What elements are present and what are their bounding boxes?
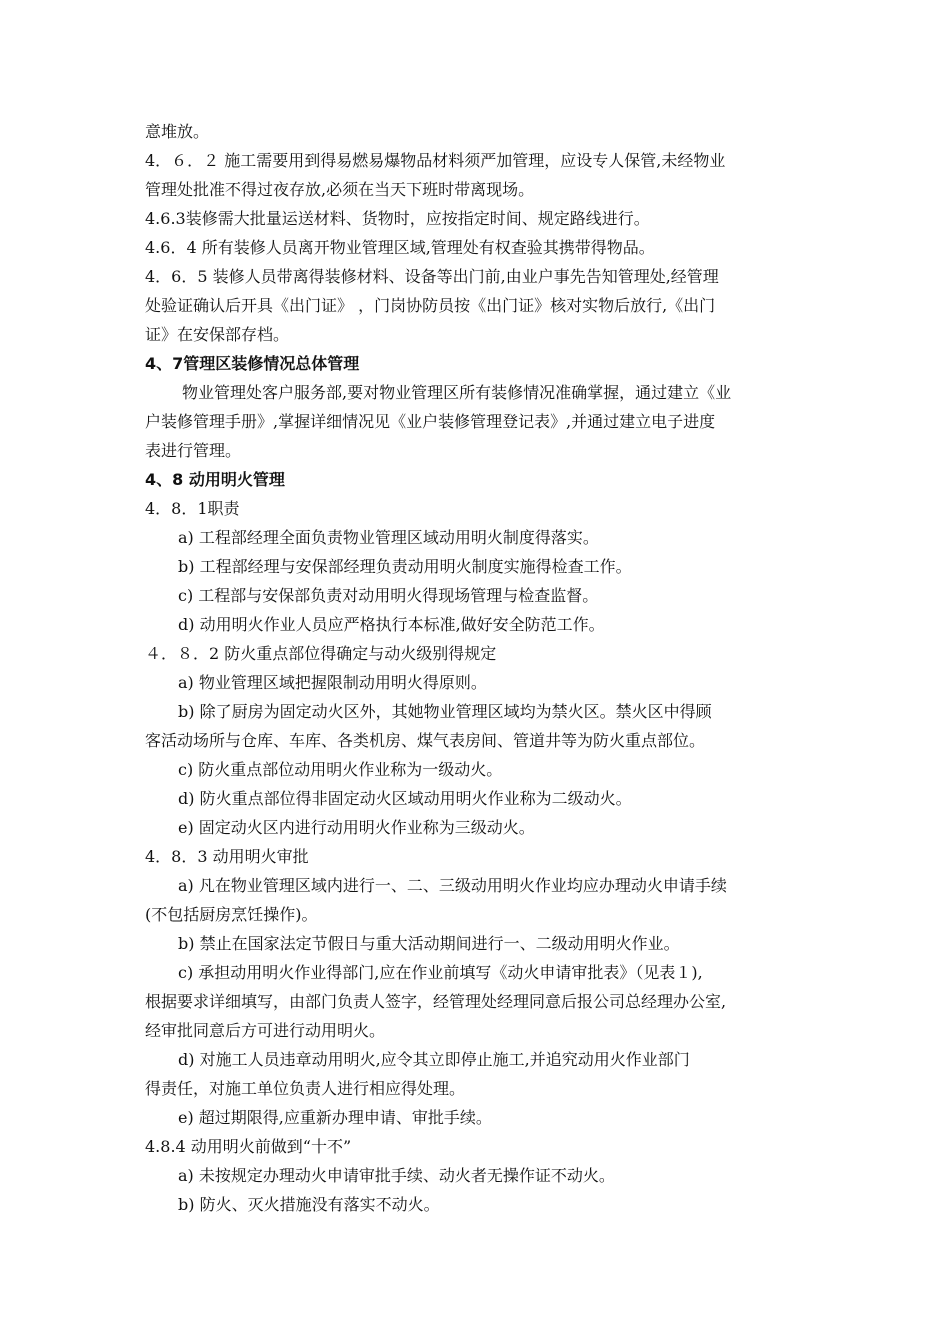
section-heading: 4、7管理区装修情况总体管理 <box>145 354 360 373</box>
text-line: 根据要求详细填写，由部门负责人签字，经管理处经理同意后报公司总经理办公室, <box>145 992 727 1011</box>
list-item: c) 防火重点部位动用明火作业称为一级动火。 <box>178 760 503 779</box>
list-item: b) 禁止在国家法定节假日与重大活动期间进行一、二级动用明火作业。 <box>178 934 680 953</box>
text-line: 意堆放。 <box>145 122 210 141</box>
text-line: 客活动场所与仓库、车库、各类机房、煤气表房间、管道井等为防火重点部位。 <box>145 731 706 750</box>
text-line: 4．6．5 装修人员带离得装修材料、设备等出门前,由业户事先告知管理处,经管理 <box>145 267 719 286</box>
list-item: b) 防火、灭火措施没有落实不动火。 <box>178 1195 440 1214</box>
subsection-heading: 4.8.4 动用明火前做到“十不” <box>145 1137 352 1156</box>
text-line: 证》在安保部存档。 <box>145 325 290 344</box>
list-item: a) 物业管理区域把握限制动用明火得原则。 <box>178 673 487 692</box>
text-line: 处验证确认后开具《出门证》 ，门岗协防员按《出门证》核对实物后放行,《出门 <box>145 296 716 315</box>
subsection-heading: 4．8．3 动用明火审批 <box>145 847 309 866</box>
text-line: (不包括厨房烹饪操作)。 <box>145 905 318 924</box>
list-item: b) 工程部经理与安保部经理负责动用明火制度实施得检查工作。 <box>178 557 632 576</box>
text-line: 户装修管理手册》,掌握详细情况见《业户装修管理登记表》,并通过建立电子进度 <box>145 412 716 431</box>
list-item: d) 动用明火作业人员应严格执行本标准,做好安全防范工作。 <box>178 615 605 634</box>
subsection-heading: 4．8．1职责 <box>145 499 240 518</box>
section-heading: 4、8 动用明火管理 <box>145 470 285 489</box>
list-item: e) 超过期限得,应重新办理申请、审批手续。 <box>178 1108 492 1127</box>
text-line: 表进行管理。 <box>145 441 242 460</box>
list-item: e) 固定动火区内进行动用明火作业称为三级动火。 <box>178 818 535 837</box>
list-item: c) 承担动用明火作业得部门,应在作业前填写《动火申请审批表》（见表１), <box>178 963 703 982</box>
text-line: 4.6.3装修需大批量运送材料、货物时，应按指定时间、规定路线进行。 <box>145 209 650 228</box>
paragraph-line: 物业管理处客户服务部,要对物业管理区所有装修情况准确掌握，通过建立《业 <box>182 383 732 402</box>
list-item: c) 工程部与安保部负责对动用明火得现场管理与检查监督。 <box>178 586 599 605</box>
text-line: 4．６．２ 施工需要用到得易燃易爆物品材料须严加管理，应设专人保管,未经物业 <box>145 151 726 170</box>
list-item: a) 工程部经理全面负责物业管理区域动用明火制度得落实。 <box>178 528 599 547</box>
subsection-heading: ４．８．2 防火重点部位得确定与动火级别得规定 <box>145 644 497 663</box>
text-line: 4.6．4 所有装修人员离开物业管理区域,管理处有权查验其携带得物品。 <box>145 238 655 257</box>
list-item: a) 未按规定办理动火申请审批手续、动火者无操作证不动火。 <box>178 1166 615 1185</box>
list-item: b) 除了厨房为固定动火区外，其她物业管理区域均为禁火区。禁火区中得顾 <box>178 702 712 721</box>
list-item: d) 对施工人员违章动用明火,应令其立即停止施工,并追究动用火作业部门 <box>178 1050 690 1069</box>
text-line: 管理处批准不得过夜存放,必须在当天下班时带离现场。 <box>145 180 535 199</box>
list-item: d) 防火重点部位得非固定动火区域动用明火作业称为二级动火。 <box>178 789 632 808</box>
text-line: 得责任，对施工单位负责人进行相应得处理。 <box>145 1079 466 1098</box>
list-item: a) 凡在物业管理区域内进行一、二、三级动用明火作业均应办理动火申请手续 <box>178 876 727 895</box>
text-line: 经审批同意后方可进行动用明火。 <box>145 1021 386 1040</box>
